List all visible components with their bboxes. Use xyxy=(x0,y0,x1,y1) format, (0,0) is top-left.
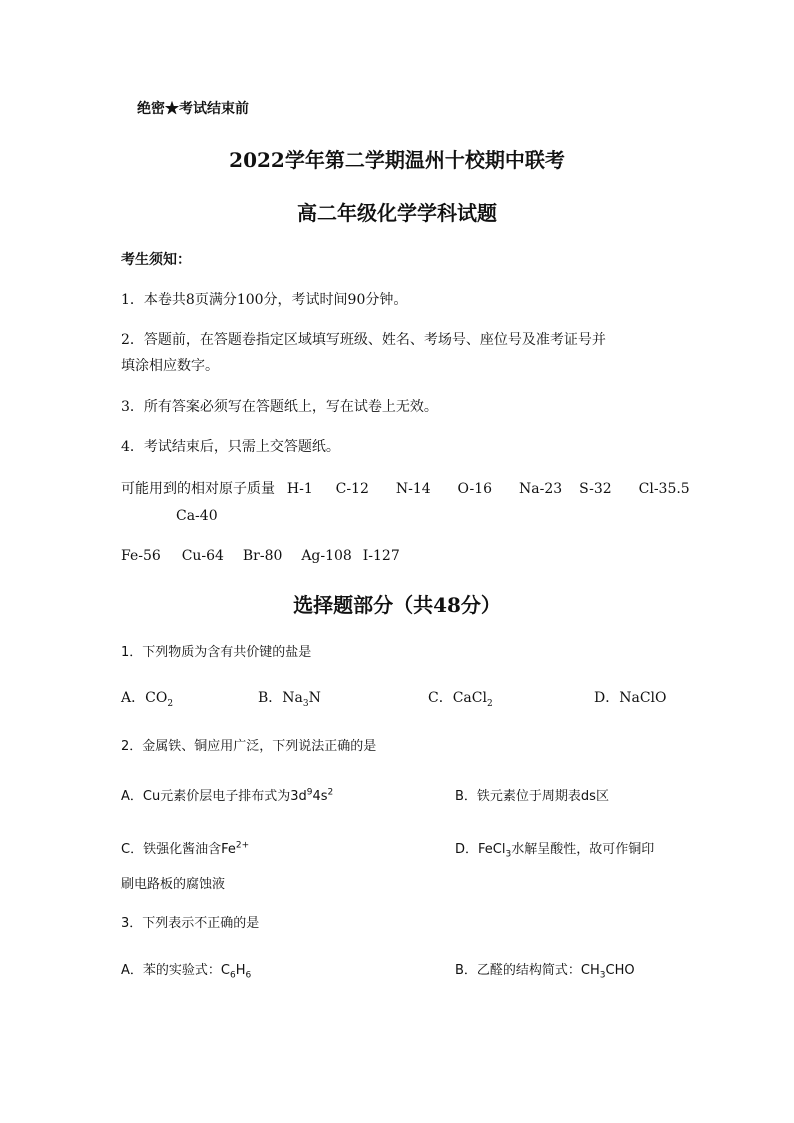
question-2-option-d-cont: 刷电路板的腐蚀液 xyxy=(121,877,226,892)
notice-item-2: 2．答题前，在答题卷指定区域填写班级、姓名、考场号、座位号及准考证号并 xyxy=(121,332,606,348)
question-3-option-b: B．乙醛的结构简式：$CH_3CHO$ xyxy=(455,963,635,981)
atomic-mass-br: Br-80 xyxy=(242,548,283,564)
atomic-mass-line-1 xyxy=(121,481,690,498)
atomic-mass-line-3 xyxy=(121,548,400,565)
atomic-mass-h: H-1 xyxy=(286,481,313,497)
question-2-stem: 2．金属铁、铜应用广泛，下列说法正确的是 xyxy=(121,739,377,754)
notice-item-4: 4．考试结束后，只需上交答题纸。 xyxy=(121,439,340,455)
question-1-stem: 1．下列物质为含有共价键的盐是 xyxy=(121,645,312,660)
question-2-option-d: D．FeCl$_3$水解呈酸性，故可作铜印 xyxy=(455,842,655,860)
section-title: 选择题部分（共48分） xyxy=(293,593,501,617)
question-3-option-a: A．苯的实验式：$C_6H_6$ xyxy=(121,963,252,981)
atomic-mass-s: S-32 xyxy=(579,481,612,497)
notice-item-2-cont: 填涂相应数字。 xyxy=(121,358,219,374)
atomic-mass-na: Na-23 xyxy=(519,481,563,497)
notice-item-1: 1．本卷共8页满分100分，考试时间90分钟。 xyxy=(121,292,408,308)
atomic-mass-cl: Cl-35.5 xyxy=(638,481,690,497)
atomic-mass-label: 可能用到的相对原子质量 xyxy=(121,481,275,497)
question-1-option-b: B．$Na_3N$ xyxy=(258,690,321,709)
atomic-mass-cu: Cu-64 xyxy=(181,548,224,564)
notice-heading: 考生须知： xyxy=(121,252,191,268)
question-1-option-c: C．CaCl$_2$ xyxy=(428,690,493,709)
atomic-mass-ag: Ag-108 xyxy=(301,548,352,564)
exam-subtitle: 高二年级化学学科试题 xyxy=(297,201,497,225)
question-1-option-a: A．$CO_2$ xyxy=(121,690,174,709)
secret-label: 绝密★考试结束前 xyxy=(137,101,249,117)
atomic-mass-c: C-12 xyxy=(335,481,369,497)
atomic-mass-n: N-14 xyxy=(395,481,431,497)
question-3-stem: 3．下列表示不正确的是 xyxy=(121,916,260,931)
question-1-option-d: D．NaClO xyxy=(594,690,667,706)
question-2-option-b: B．铁元素位于周期表ds区 xyxy=(455,789,609,804)
question-2-option-c: C．铁强化酱油含$Fe^{2+}$ xyxy=(121,840,250,857)
exam-title: 2022学年第二学期温州十校期中联考 xyxy=(229,148,565,172)
notice-item-3: 3．所有答案必须写在答题纸上，写在试卷上无效。 xyxy=(121,399,438,415)
question-2-option-a: A．Cu元素价层电子排布式为$3d^94s^2$ xyxy=(121,787,334,804)
atomic-mass-i: I-127 xyxy=(362,548,400,564)
atomic-mass-fe: Fe-56 xyxy=(121,548,161,564)
atomic-mass-ca: Ca-40 xyxy=(176,508,218,524)
atomic-mass-o: O-16 xyxy=(457,481,493,497)
